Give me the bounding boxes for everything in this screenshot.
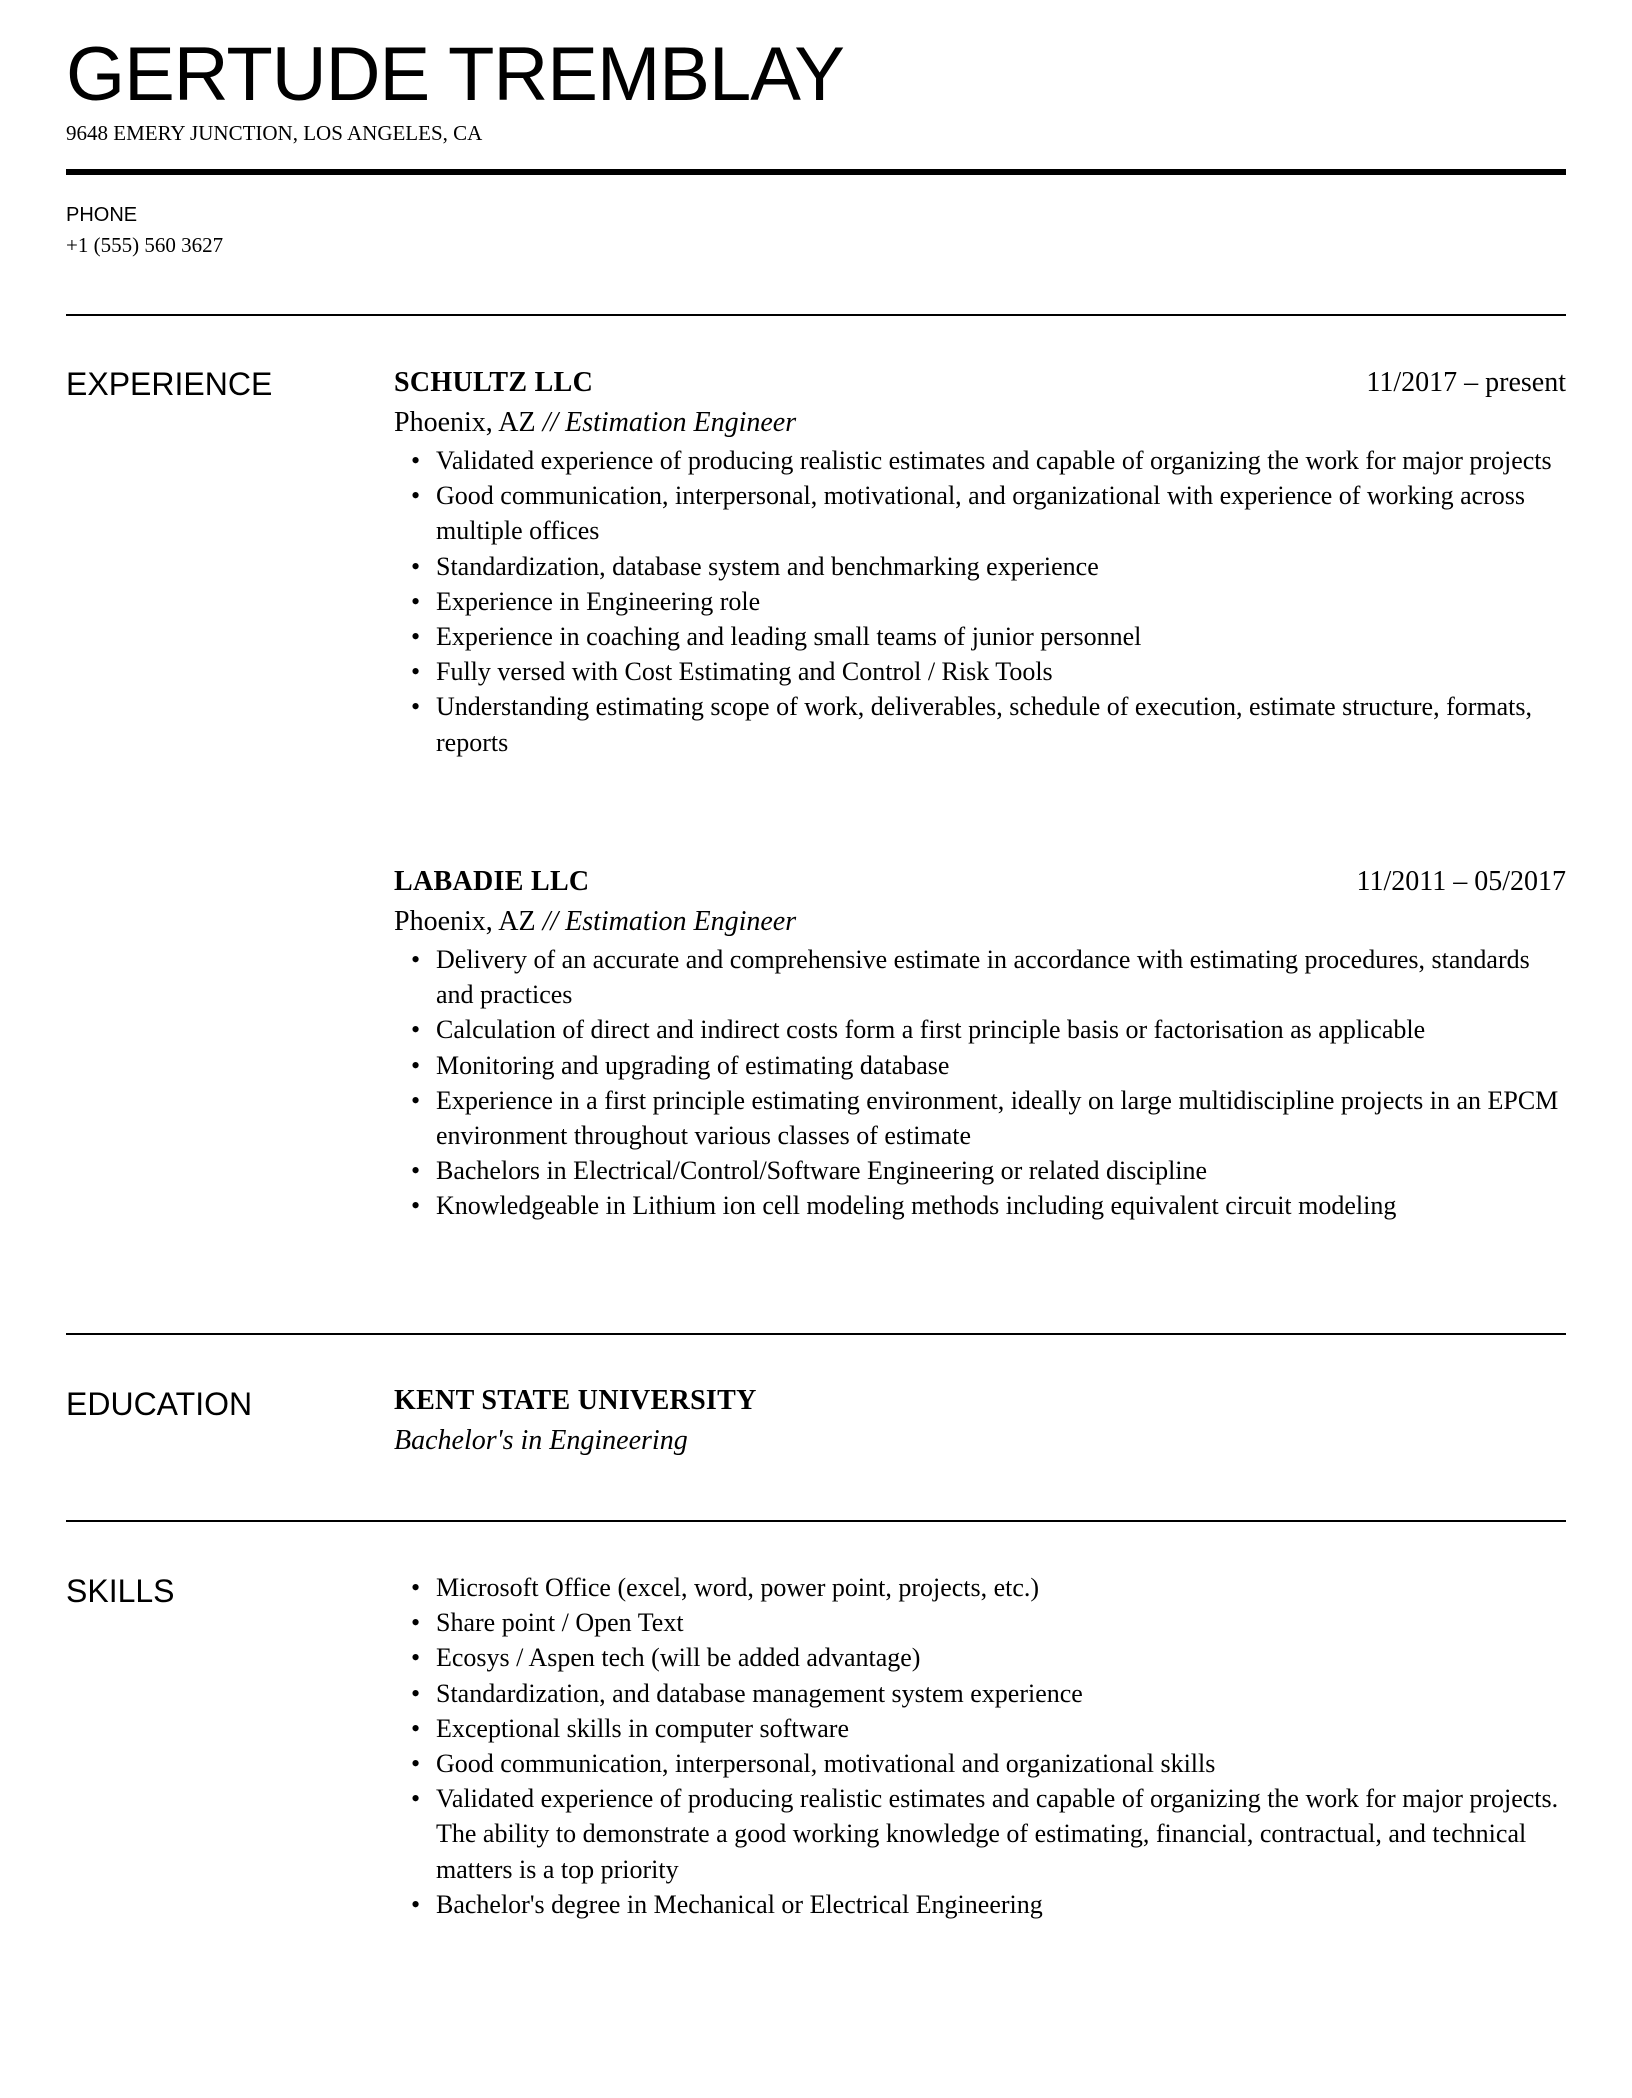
bullet-icon: • (411, 1085, 421, 1115)
skills-heading: SKILLS (66, 1573, 175, 1609)
bullet-icon: • (411, 1573, 421, 1602)
list-item (394, 1887, 1566, 1922)
skills-entry (394, 1570, 1566, 1922)
bullet-icon: • (411, 622, 421, 652)
list-item (394, 1153, 1566, 1188)
bullet-icon: • (411, 1608, 421, 1638)
header-divider (66, 169, 1566, 175)
job-header (394, 862, 1566, 902)
bullet-icon: • (411, 1889, 421, 1919)
bullet-icon: • (411, 1784, 421, 1814)
candidate-address: 9648 EMERY JUNCTION, LOS ANGELES, CA (66, 121, 483, 145)
bullet-icon: • (411, 1678, 421, 1708)
list-item-text: Validated experience of producing realistic estimates and capable of organizing the work for major projects. The ability to demonstrate a good working knowledge of estimating, financial, contractual, and technical matters is a top priority (436, 1784, 1559, 1884)
list-item-text: Validated experience of producing realistic estimates and capable of organizing the work for major projects (436, 446, 1552, 475)
list-item (394, 1188, 1566, 1223)
section-divider-experience (66, 314, 1566, 316)
list-item-text: Experience in coaching and leading small teams of junior personnel (436, 622, 1142, 652)
list-item (394, 1012, 1566, 1047)
education-heading: EDUCATION (66, 1386, 253, 1422)
list-item-text: Delivery of an accurate and comprehensive estimate in accordance with estimating procedures, standards and practices (436, 945, 1530, 1010)
bullet-icon: • (411, 1156, 421, 1186)
bullet-icon: • (411, 657, 421, 687)
list-item (394, 1048, 1566, 1083)
bullet-icon: • (411, 481, 421, 511)
list-item-text: Microsoft Office (excel, word, power point, projects, etc.) (436, 1573, 1040, 1602)
job-location: Phoenix, AZ (394, 407, 536, 438)
candidate-name: GERTUDE TREMBLAY (66, 32, 844, 117)
experience-heading: EXPERIENCE (66, 366, 273, 402)
list-item-text: Good communication, interpersonal, motivational and organizational skills (436, 1749, 1216, 1779)
list-item-text: Monitoring and upgrading of estimating database (436, 1050, 950, 1080)
list-item-text: Calculation of direct and indirect costs form a first principle basis or factorisation as applicable (436, 1015, 1426, 1045)
job-entry (394, 363, 1566, 760)
list-item-text: Good communication, interpersonal, motivational, and organizational with experience of working across multiple offices (436, 481, 1526, 546)
list-item (394, 584, 1566, 619)
job-header (394, 363, 1566, 403)
bullet-icon: • (411, 692, 421, 722)
list-item (394, 478, 1566, 548)
education-entry (394, 1381, 1566, 1461)
list-item-text: Standardization, and database management system experience (436, 1678, 1083, 1708)
job-location: Phoenix, AZ (394, 906, 536, 937)
list-item-text: Exceptional skills in computer software (436, 1713, 850, 1743)
subtitle-separator: // (542, 407, 559, 438)
job-entry (394, 862, 1566, 1224)
job-bullets (394, 443, 1566, 760)
list-item (394, 619, 1566, 654)
company-name: LABADIE LLC (394, 866, 590, 897)
list-item-text: Bachelors in Electrical/Control/Software Engineering or related discipline (436, 1156, 1208, 1186)
bullet-icon: • (411, 1713, 421, 1743)
list-item-text: Standardization, database system and benchmarking experience (436, 551, 1099, 581)
bullet-icon: • (411, 1643, 421, 1673)
list-item-text: Knowledgeable in Lithium ion cell modeling methods including equivalent circuit modeling (436, 1191, 1397, 1221)
list-item-text: Ecosys / Aspen tech (will be added advantage) (436, 1643, 921, 1673)
list-item (394, 1781, 1566, 1887)
school-name: KENT STATE UNIVERSITY (394, 1385, 757, 1416)
section-divider-education (66, 1333, 1566, 1335)
job-dates: 11/2011 – 05/2017 (1356, 866, 1566, 897)
bullet-icon: • (411, 1050, 421, 1080)
job-dates: 11/2017 – present (1366, 367, 1566, 398)
job-bullets (394, 942, 1566, 1224)
bullet-icon: • (411, 446, 421, 475)
bullet-icon: • (411, 945, 421, 974)
list-item (394, 1676, 1566, 1711)
job-subtitle (394, 902, 1566, 942)
bullet-icon: • (411, 551, 421, 581)
list-item (394, 1640, 1566, 1675)
list-item (394, 1711, 1566, 1746)
section-divider-skills (66, 1520, 1566, 1522)
bullet-icon: • (411, 586, 421, 616)
list-item (394, 1570, 1566, 1605)
bullet-icon: • (411, 1749, 421, 1779)
list-item (394, 689, 1566, 759)
job-role: Estimation Engineer (565, 407, 797, 438)
list-item-text: Fully versed with Cost Estimating and Control / Risk Tools (436, 657, 1053, 687)
list-item (394, 654, 1566, 689)
list-item-text: Understanding estimating scope of work, deliverables, schedule of execution, estimate structure, formats, reports (436, 692, 1532, 757)
list-item (394, 443, 1566, 478)
list-item (394, 1605, 1566, 1640)
list-item-text: Share point / Open Text (436, 1608, 684, 1638)
bullet-icon: • (411, 1191, 421, 1221)
subtitle-separator: // (542, 906, 559, 937)
company-name: SCHULTZ LLC (394, 367, 594, 398)
degree-name: Bachelor's in Engineering (394, 1425, 688, 1456)
phone-number: +1 (555) 560 3627 (66, 233, 224, 257)
list-item-text: Experience in a first principle estimating environment, ideally on large multidiscipline projects in an EPCM environment throughout various classes of estimate (436, 1085, 1559, 1151)
list-item-text: Bachelor's degree in Mechanical or Electrical Engineering (436, 1889, 1043, 1919)
skills-list (394, 1570, 1566, 1922)
list-item (394, 549, 1566, 584)
list-item-text: Experience in Engineering role (436, 586, 761, 616)
bullet-icon: • (411, 1015, 421, 1045)
list-item (394, 1746, 1566, 1781)
job-role: Estimation Engineer (565, 906, 797, 937)
job-subtitle (394, 403, 1566, 443)
list-item (394, 1083, 1566, 1153)
list-item (394, 942, 1566, 1012)
phone-label: PHONE (66, 204, 138, 226)
